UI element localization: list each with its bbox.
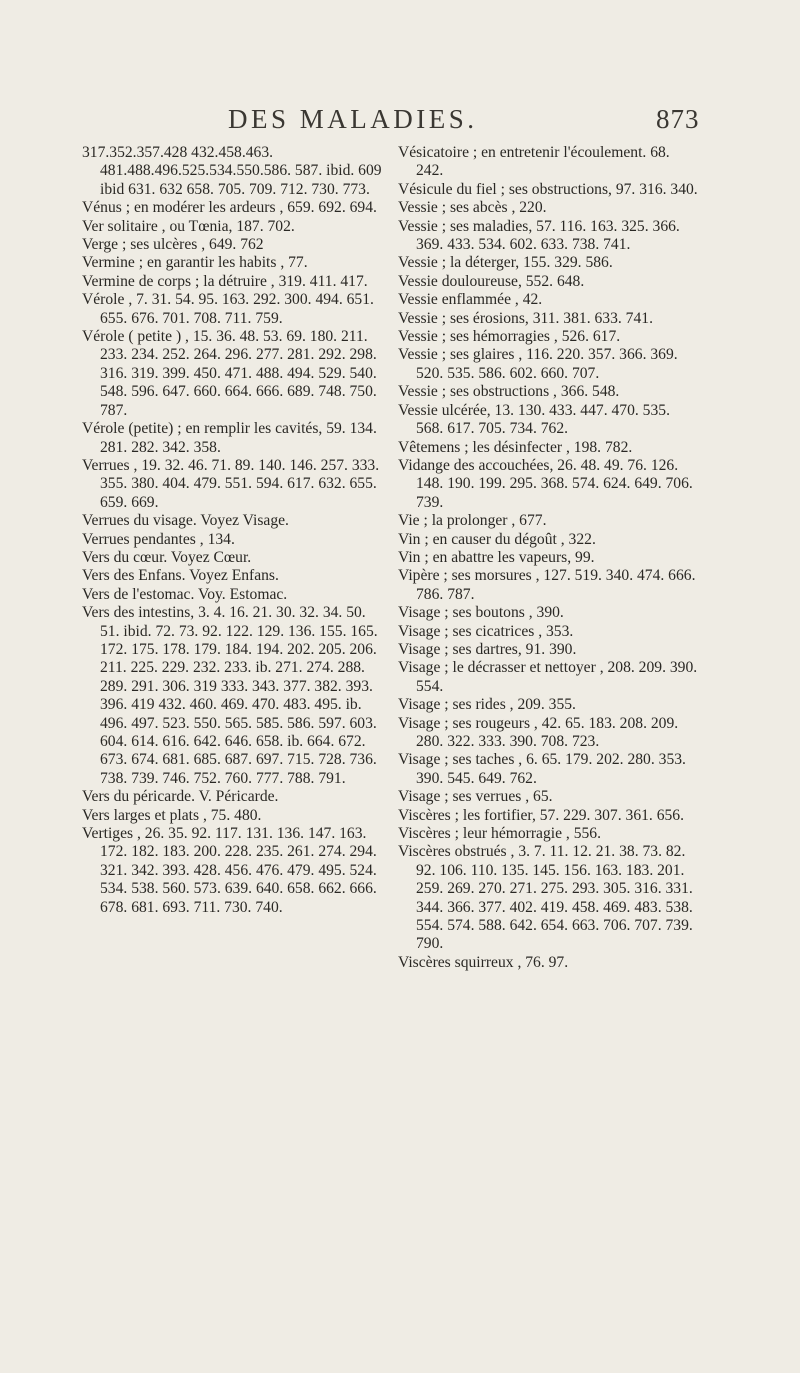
index-entry: Vertiges , 26. 35. 92. 117. 131. 136. 147. 163. 172. 182. 183. 200. 228. 235. 261. 274. 294. 321. 342. 393. 428. 456. 476. 479. 495. 524. 534. 538. 560. 573. 639. 640. 658. 662. 666. 678. 681. 693. 711. 730. 740. [82, 825, 377, 916]
index-entry: Vers des intestins, 3. 4. 16. 21. 30. 32. 34. 50. 51. ibid. 72. 73. 92. 122. 129. 136. 155. 165. 172. 175. 178. 179. 184. 194. 202. 205. 206. 211. 225. 229. 232. 233. ib. 271. 274. 288. 289. 291. 306. 319 333. 343. 377. 382. 393. 396. 419 432. 460. 469. 470. 483. 495. ib. 496. 497. 523. 550. 565. 585. 586. 597. 603. 604. 614. 616. 642. 646. 658. ib. 664. 672. 673. 674. 681. 685. 687. 697. 715. 728. 736. 738. 739. 746. 752. 760. 777. 788. 791. [82, 604, 378, 787]
index-column-left [82, 144, 382, 917]
index-entry: Vessie ; ses obstructions , 366. 548. [398, 383, 620, 401]
running-head [0, 104, 800, 138]
index-entry: 317.352.357.428 432.458.463. 481.488.496.525.534.550.586. 587. ibid. 609 ibid 631. 632 658. 705. 709. 712. 730. 773. [82, 144, 382, 198]
index-entry: Visage ; ses cicatrices , 353. [398, 622, 574, 640]
index-entry: Vers de l'estomac. Voy. Estomac. [82, 585, 288, 603]
index-entry: Ver solitaire , ou Tœnia, 187. 702. [82, 217, 295, 235]
index-entry: Vidange des accouchées, 26. 48. 49. 76. 126. 148. 190. 199. 295. 368. 574. 624. 649. 706. 739. [398, 456, 693, 511]
index-entry: Vessie douloureuse, 552. 648. [398, 272, 585, 290]
index-entry: Vessie ; ses abcès , 220. [398, 199, 547, 217]
index-entry: Vers des Enfans. Voyez Enfans. [82, 567, 279, 585]
index-entry: Verrues du visage. Voyez Visage. [82, 512, 289, 530]
index-entry: Vésicule du fiel ; ses obstructions, 97. 316. 340. [398, 180, 698, 198]
index-entry: Verrues pendantes , 134. [82, 530, 235, 548]
index-entry: Vermine ; en garantir les habits , 77. [82, 254, 308, 272]
index-entry: Viscères ; leur hémorragie , 556. [398, 825, 602, 843]
index-entry: Visage ; ses rides , 209. 355. [398, 696, 576, 714]
index-entry: Vésicatoire ; en entretenir l'écoulement. 68. 242. [398, 144, 670, 180]
index-entry: Vessie enflammée , 42. [398, 291, 543, 309]
index-entry: Visage ; ses boutons , 390. [398, 604, 564, 622]
index-entry: Vessie ulcérée, 13. 130. 433. 447. 470. 535. 568. 617. 705. 734. 762. [398, 401, 670, 438]
index-entry: Visage ; ses rougeurs , 42. 65. 183. 208. 209. 280. 322. 333. 390. 708. 723. [398, 714, 679, 750]
running-title: DES MALADIES. [228, 104, 478, 134]
index-entry: Vessie ; ses hémorragies , 526. 617. [398, 328, 621, 346]
index-entry: Visage ; le décrasser et nettoyer , 208. 209. 390. 554. [398, 659, 698, 695]
index-entry: Vérole (petite) ; en remplir les cavités, 59. 134. 281. 282. 342. 358. [82, 420, 377, 456]
index-entry: Vers du cœur. Voyez Cœur. [82, 548, 252, 566]
index-entry: Vêtemens ; les désinfecter , 198. 782. [398, 438, 633, 456]
index-entry: Visage ; ses taches , 6. 65. 179. 202. 280. 353. 390. 545. 649. 762. [398, 751, 686, 787]
index-entry: Vérole ( petite ) , 15. 36. 48. 53. 69. 180. 211. 233. 234. 252. 264. 296. 277. 281. 292. 298. 316. 319. 399. 450. 471. 488. 494. 529. 540. 548. 596. 647. 660. 664. 666. 689. 748. 750. 787. [82, 328, 377, 419]
index-entry: Viscères obstrués , 3. 7. 11. 12. 21. 38. 73. 82. 92. 106. 110. 135. 145. 156. 163. 183. 201. 259. 269. 270. 271. 275. 293. 305. 316. 331. 344. 366. 377. 402. 419. 458. 469. 483. 538. 554. 574. 588. 642. 654. 663. 706. 707. 739. 790. [398, 843, 693, 953]
index-entry: Vénus ; en modérer les ardeurs , 659. 692. 694. [82, 199, 377, 217]
index-entry: Visage ; ses dartres, 91. 390. [398, 640, 577, 658]
index-entry: Vermine de corps ; la détruire , 319. 411. 417. [82, 272, 368, 290]
index-entry: Vie ; la prolonger , 677. [398, 512, 547, 530]
index-entry: Vessie ; ses érosions, 311. 381. 633. 741. [398, 309, 653, 327]
index-entry: Vin ; en abattre les vapeurs, 99. [398, 548, 595, 566]
index-entry: Vessie ; la déterger, 155. 329. 586. [398, 254, 613, 272]
index-entry: Vessie ; ses glaires , 116. 220. 357. 366. 369. 520. 535. 586. 602. 660. 707. [398, 346, 678, 382]
page-number: 873 [656, 104, 700, 134]
index-entry: Vessie ; ses maladies, 57. 116. 163. 325. 366. 369. 433. 534. 602. 633. 738. 741. [398, 217, 680, 254]
index-entry: Vers du péricarde. V. Péricarde. [82, 788, 279, 806]
index-entry: Visage ; ses verrues , 65. [398, 788, 553, 806]
index-entry: Vers larges et plats , 75. 480. [82, 806, 262, 824]
index-entry: Vin ; en causer du dégoût , 322. [398, 530, 596, 548]
index-entry: Vipère ; ses morsures , 127. 519. 340. 474. 666. 786. 787. [398, 567, 696, 603]
index-entry: Viscères squirreux , 76. 97. [398, 953, 569, 971]
index-entry: Verrues , 19. 32. 46. 71. 89. 140. 146. 257. 333. 355. 380. 404. 479. 551. 594. 617. 632. 655. 659. 669. [82, 456, 380, 511]
index-entry: Vérole , 7. 31. 54. 95. 163. 292. 300. 494. 651. 655. 676. 701. 708. 711. 759. [82, 291, 374, 327]
index-column-right [398, 144, 700, 972]
index-entry: Verge ; ses ulcères , 649. 762 [82, 236, 264, 254]
index-entry: Viscères ; les fortifier, 57. 229. 307. 361. 656. [398, 806, 685, 824]
